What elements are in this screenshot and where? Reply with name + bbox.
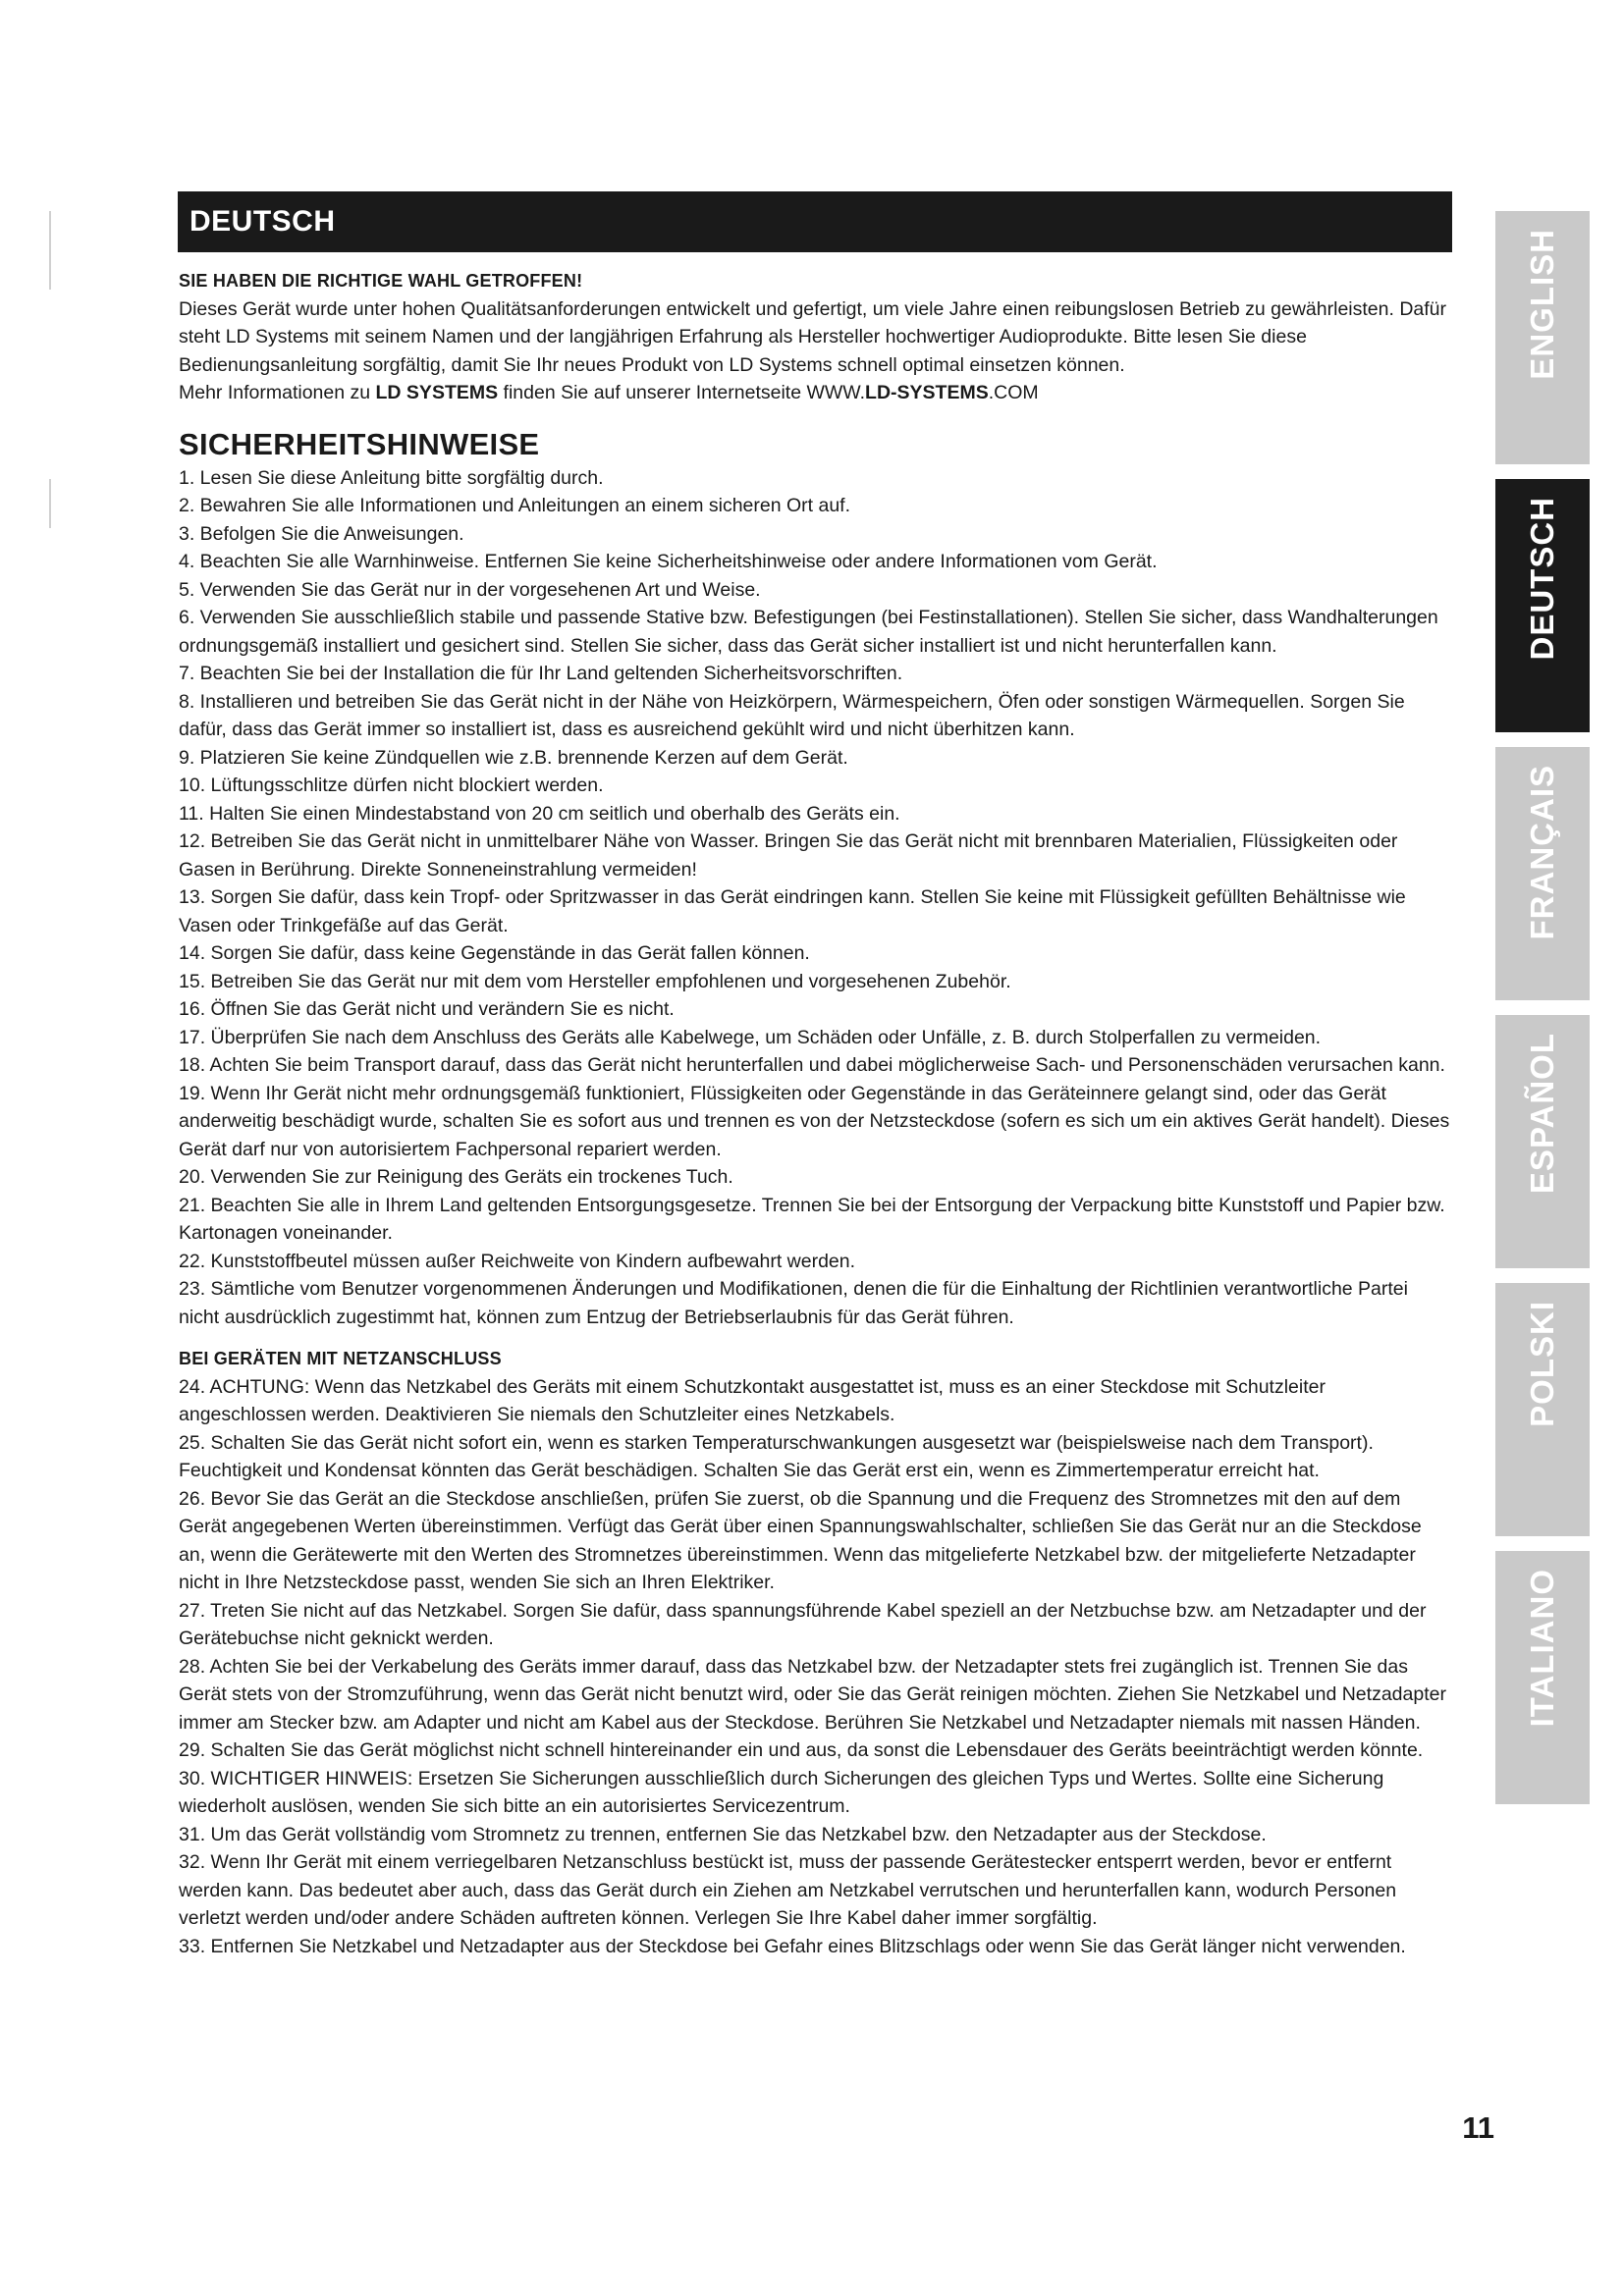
tab-polski-label: POLSKI [1524,1301,1560,1427]
safety-item: 9. Platzieren Sie keine Zündquellen wie z.B. brennende Kerzen auf dem Gerät. [179,746,848,769]
mains-item: 25. Schalten Sie das Gerät nicht sofort ein, wenn es starken Temperaturschwankungen ausgesetzt war (beispielsweise nach dem Transport). Feuchtigkeit und Kondensat könnten das Gerät beschädigen. Schalten Sie das Gerät erst ein, wenn es Zimmertemperatur erreicht hat. [179,1431,1374,1481]
tab-english[interactable] [1495,211,1590,464]
page-edge-mark-middle [49,479,51,528]
mains-item: 26. Bevor Sie das Gerät an die Steckdose anschließen, prüfen Sie zuerst, ob die Spannung und die Frequenz des Stromnetzes mit den auf dem Gerät angegebenen Werten übereinstimmen. Verfügt das Gerät über einen Spannungswahlschalter, schließen Sie das Gerät nur an die Steckdose an, wenn die Gerätewerte mit den Werten des Stromnetzes übereinstimmen. Wenn das mitgelieferte Netzkabel bzw. der mitgelieferte Netzadapter nicht in Ihre Netzsteckdose passt, wenden Sie sich an Ihren Elektriker. [179,1487,1422,1593]
safety-item: 16. Öffnen Sie das Gerät nicht und verändern Sie es nicht. [179,998,675,1020]
page-edge-mark-top [49,211,51,290]
safety-item: 12. Betreiben Sie das Gerät nicht in unmittelbarer Nähe von Wasser. Bringen Sie das Gerät nicht mit brennbaren Materialien, Flüssigkeiten oder Gasen in Berührung. Direkte Sonneneinstrahlung vermeiden! [179,830,1398,881]
tab-francais-label: FRANÇAIS [1524,765,1560,940]
website-bold: LD-SYSTEMS [865,382,989,403]
safety-item: 23. Sämtliche vom Benutzer vorgenommenen Änderungen und Modifikationen, denen die für die Einhaltung der Richtlinien verantwortliche Partei nicht ausdrücklich zugestimmt hat, können zum Entzug der Betriebserlaubnis für das Gerät führen. [179,1278,1408,1328]
brand-name: LD SYSTEMS [375,382,499,403]
safety-item: 5. Verwenden Sie das Gerät nur in der vorgesehenen Art und Weise. [179,578,761,601]
safety-item: 8. Installieren und betreiben Sie das Gerät nicht in der Nähe von Heizkörpern, Wärmespeichern, Öfen oder sonstigen Wärmequellen. Sorgen Sie dafür, dass das Gerät immer so installiert ist, dass es ausreichend gekühlt wird und nicht überhitzen kann. [179,690,1405,740]
tab-polski[interactable] [1495,1283,1590,1536]
mains-item: 27. Treten Sie nicht auf das Netzkabel. Sorgen Sie dafür, dass spannungsführende Kabel speziell an der Netzbuchse bzw. am Netzadapter und der Gerätebuchse nicht geknickt werden. [179,1599,1427,1649]
mains-item: 31. Um das Gerät vollständig vom Stromnetz zu trennen, entfernen Sie das Netzkabel bzw. den Netzadapter aus der Steckdose. [179,1823,1267,1845]
tab-francais[interactable] [1495,747,1590,1000]
safety-item: 13. Sorgen Sie dafür, dass kein Tropf- oder Spritzwasser in das Gerät eindringen kann. Stellen Sie keine mit Flüssigkeit gefüllten Behältnisse wie Vasen oder Trinkgefäße auf das Gerät. [179,886,1406,936]
intro-paragraph: Dieses Gerät wurde unter hohen Qualitätsanforderungen entwickelt und gefertigt, um viele Jahre einen reibungslosen Betrieb zu gewährleisten. Dafür steht LD Systems mit seinem Namen und der langjährigen Erfahrung als Hersteller hochwertiger Audioprodukte. Bitte lesen Sie diese Bedienungsanleitung sorgfältig, damit Sie Ihr neues Produkt von LD Systems schnell optimal einsetzen können. [179,297,1446,376]
mains-item: 32. Wenn Ihr Gerät mit einem verriegelbaren Netzanschluss bestückt ist, muss der passende Gerätestecker entsperrt werden, bevor er entfernt werden kann. Das bedeutet aber auch, dass das Gerät durch ein Ziehen am Netzkabel verrutschen und herunterfallen kann, wodurch Personen verletzt werden und/oder andere Schäden auftreten können. Verlegen Sie Ihre Kabel daher immer sorgfältig. [179,1851,1397,1929]
mains-item: 30. WICHTIGER HINWEIS: Ersetzen Sie Sicherungen ausschließlich durch Sicherungen des gleichen Typs und Wertes. Sollte eine Sicherung wiederholt auslösen, wenden Sie sich bitte an ein autorisiertes Servicezentrum. [179,1767,1384,1817]
safety-item: 20. Verwenden Sie zur Reinigung des Geräts ein trockenes Tuch. [179,1166,733,1188]
safety-item: 1. Lesen Sie diese Anleitung bitte sorgfältig durch. [179,466,604,489]
safety-item: 7. Beachten Sie bei der Installation die für Ihr Land geltenden Sicherheitsvorschriften. [179,663,903,684]
tab-english-label: ENGLISH [1524,229,1560,380]
safety-item: 10. Lüftungsschlitze dürfen nicht blockiert werden. [179,774,604,796]
safety-item: 11. Halten Sie einen Mindestabstand von 20 cm seitlich und oberhalb des Geräts ein. [179,802,900,825]
mains-item: 24. ACHTUNG: Wenn das Netzkabel des Geräts mit einem Schutzkontakt ausgestattet ist, muss es an einer Steckdose mit Schutzleiter angeschlossen werden. Deaktivieren Sie niemals den Schutzleiter eines Netzkabels. [179,1375,1326,1425]
safety-heading: SICHERHEITSHINWEISE [179,426,540,461]
safety-item: 17. Überprüfen Sie nach dem Anschluss des Geräts alle Kabelwege, um Schäden oder Unfälle, z. B. durch Stolperfallen zu vermeiden. [179,1026,1322,1048]
tab-deutsch[interactable] [1495,479,1590,732]
safety-item: 2. Bewahren Sie alle Informationen und Anleitungen an einem sicheren Ort auf. [179,495,851,516]
tab-italiano[interactable] [1495,1551,1590,1804]
mains-item: 29. Schalten Sie das Gerät möglichst nicht schnell hintereinander ein und aus, da sonst die Lebensdauer des Geräts beeinträchtigt werden könnte. [179,1739,1424,1761]
mains-item: 33. Entfernen Sie Netzkabel und Netzadapter aus der Steckdose bei Gefahr eines Blitzschlags oder wenn Sie das Gerät länger nicht verwenden. [179,1935,1406,1957]
safety-item: 22. Kunststoffbeutel müssen außer Reichweite von Kindern aufbewahrt werden. [179,1250,856,1272]
safety-item: 14. Sorgen Sie dafür, dass keine Gegenstände in das Gerät fallen können. [179,942,810,964]
safety-item: 4. Beachten Sie alle Warnhinweise. Entfernen Sie keine Sicherheitshinweise oder andere Informationen vom Gerät. [179,551,1158,572]
safety-item: 15. Betreiben Sie das Gerät nur mit dem vom Hersteller empfohlenen und vorgesehenen Zubehör. [179,970,1011,992]
safety-item: 19. Wenn Ihr Gerät nicht mehr ordnungsgemäß funktioniert, Flüssigkeiten oder Gegenstände in das Geräteinnere gelangt sind, oder das Gerät anderweitig beschädigt wurde, schalten Sie es sofort aus und trennen es von der Netzsteckdose (sofern es sich um ein aktives Gerät handelt). Dieses Gerät darf nur von autorisiertem Fachpersonal repariert werden. [179,1082,1450,1160]
safety-item: 21. Beachten Sie alle in Ihrem Land geltenden Entsorgungsgesetze. Trennen Sie bei der Entsorgung der Verpackung bitte Kunststoff und Papier bzw. Kartonagen voneinander. [179,1194,1445,1244]
safety-item: 18. Achten Sie beim Transport darauf, dass das Gerät nicht herunterfallen und dabei möglicherweise Sach- und Personenschäden verursachen kann. [179,1054,1445,1076]
tab-espanol-label: ESPAÑOL [1524,1033,1560,1195]
tab-deutsch-label: DEUTSCH [1524,497,1560,661]
mains-list [179,1373,1453,1961]
safety-list [179,464,1453,1332]
more-info-middle: finden Sie auf unserer Internetseite WWW. [498,382,866,403]
mains-heading: BEI GERÄTEN MIT NETZANSCHLUSS [179,1349,502,1368]
more-info-prefix: Mehr Informationen zu [179,382,376,403]
page-number: 11 [1462,2110,1494,2145]
safety-item: 6. Verwenden Sie ausschließlich stabile und passende Stative bzw. Befestigungen (bei Festinstallationen). Stellen Sie sicher, dass Wandhalterungen ordnungsgemäß installiert und gesichert sind. Stellen Sie sicher, dass das Gerät sicher installiert ist und nicht herunterfallen kann. [179,607,1438,657]
mains-item: 28. Achten Sie bei der Verkabelung des Geräts immer darauf, dass das Netzkabel bzw. der Netzadapter stets frei zugänglich ist. Trennen Sie das Gerät stets von der Stromzuführung, wenn das Gerät nicht benutzt wird, oder Sie das Gerät reinigen möchten. Ziehen Sie Netzkabel und Netzadapter immer am Stecker bzw. am Adapter und nicht am Kabel aus der Steckdose. Berühren Sie Netzkabel und Netzadapter niemals mit nassen Händen. [179,1655,1446,1734]
language-header: DEUTSCH [178,191,1452,252]
tab-espanol[interactable] [1495,1015,1590,1268]
more-info-line [179,379,1453,407]
document-body [179,267,1453,1960]
tab-italiano-label: ITALIANO [1524,1569,1560,1728]
safety-item: 3. Befolgen Sie die Anweisungen. [179,522,464,545]
intro-heading: SIE HABEN DIE RICHTIGE WAHL GETROFFEN! [179,271,583,291]
website-suffix: .COM [988,382,1039,403]
